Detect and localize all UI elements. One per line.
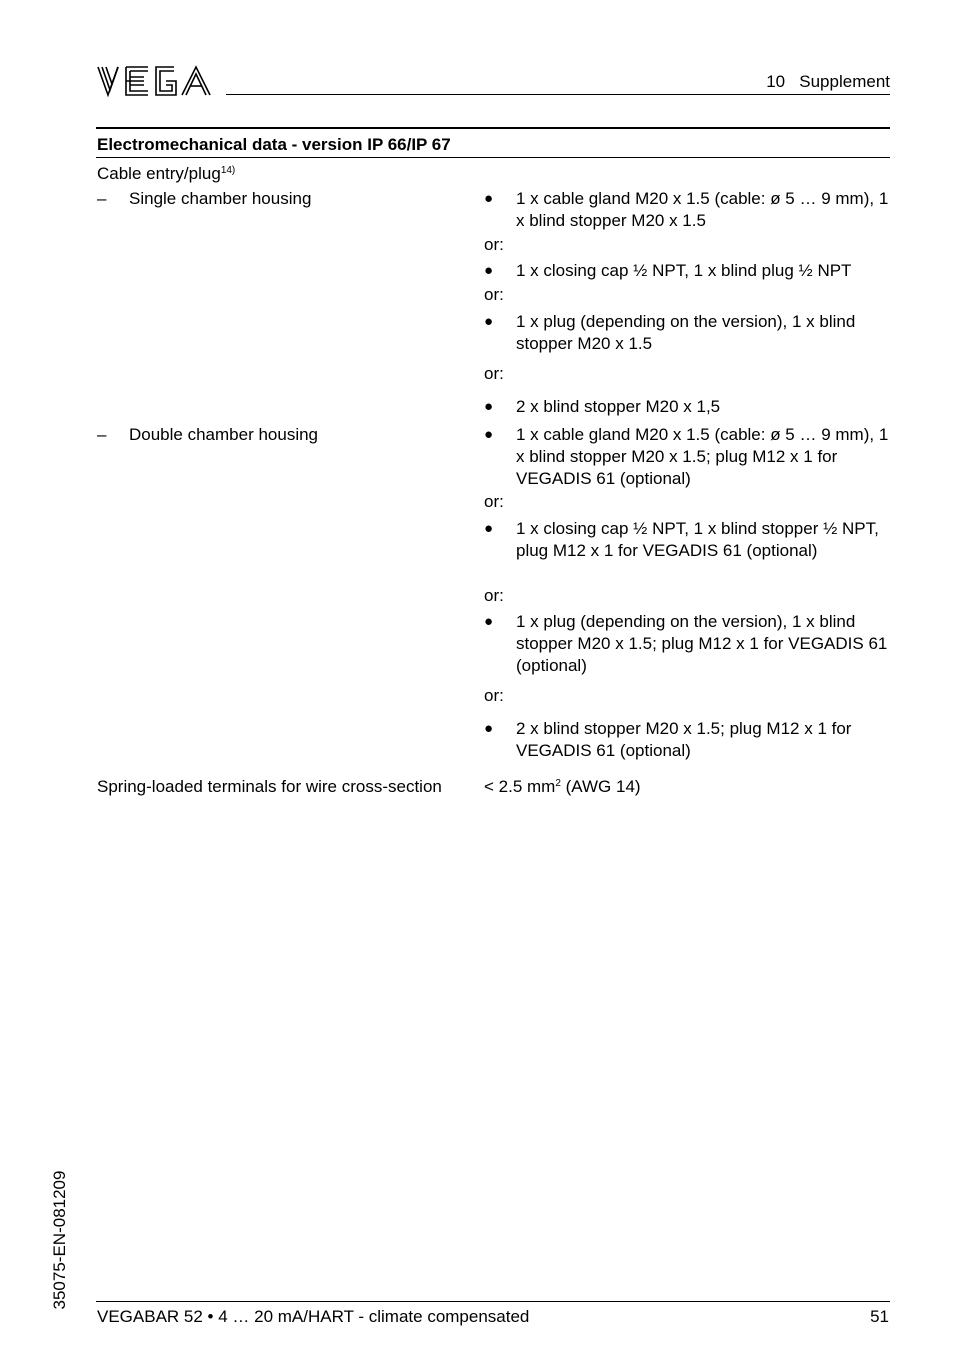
single-item-3: 1 x plug (depending on the version), 1 x blind stopper M20 x 1.5 (516, 312, 856, 353)
header-rule (226, 94, 890, 95)
bullet-icon: ● (484, 398, 494, 415)
double-item-4: 2 x blind stopper M20 x 1.5; plug M12 x 1 for VEGADIS 61 (optional) (516, 719, 852, 760)
single-item-2: 1 x closing cap ½ NPT, 1 x blind plug ½ NPT (516, 261, 852, 280)
bullet-icon: ● (484, 313, 494, 330)
dash-marker: – (97, 425, 107, 444)
bullet-icon: ● (484, 426, 494, 443)
or-separator: or: (484, 285, 504, 304)
header-section: 10 Supplement (766, 72, 890, 91)
double-item-3: 1 x plug (depending on the version), 1 x blind stopper M20 x 1.5; plug M12 x 1 for VEGADIS 61 (optional) (516, 612, 888, 675)
terminals-label: Spring-loaded terminals for wire cross-section (97, 777, 442, 796)
dash-marker: – (97, 189, 107, 208)
section-rule-top (96, 127, 890, 129)
page-number: 51 (870, 1307, 889, 1326)
double-item-2: 1 x closing cap ½ NPT, 1 x blind stopper ½ NPT, plug M12 x 1 for VEGADIS 61 (optional) (516, 519, 879, 560)
footer-rule (96, 1301, 890, 1302)
bullet-icon: ● (484, 190, 494, 207)
bullet-icon: ● (484, 720, 494, 737)
section-rule-bottom (96, 157, 890, 158)
terminals-value: < 2.5 $mm^2$ (AWG 14) (484, 777, 641, 796)
footnote-ref: 14) (220, 165, 236, 176)
single-chamber-label: Single chamber housing (129, 189, 312, 208)
section-title: Electromechanical data - version IP 66/IP 67 (97, 135, 451, 154)
or-separator: or: (484, 686, 504, 705)
document-code: 35075-EN-081209 (50, 1170, 69, 1310)
or-separator: or: (484, 586, 504, 605)
single-item-4: 2 x blind stopper M20 x 1,5 (516, 397, 721, 416)
bullet-icon: ● (484, 613, 494, 630)
cable-entry-label: Cable entry/plug$^{14)}$ (97, 164, 236, 183)
footer-title: VEGABAR 52 • 4 … 20 mA/HART - climate compensated (97, 1307, 530, 1326)
double-chamber-label: Double chamber housing (129, 425, 319, 444)
or-separator: or: (484, 235, 504, 254)
single-item-1: 1 x cable gland M20 x 1.5 (cable: ø 5 … 9 mm), 1 x blind stopper M20 x 1.5 (516, 189, 889, 230)
vega-logo (96, 64, 214, 98)
bullet-icon: ● (484, 520, 494, 537)
or-separator: or: (484, 492, 504, 511)
bullet-icon: ● (484, 262, 494, 279)
double-item-1: 1 x cable gland M20 x 1.5 (cable: ø 5 … 9 mm), 1 x blind stopper M20 x 1.5; plug M12 x 1 for VEGADIS 61 (optional) (516, 425, 889, 488)
or-separator: or: (484, 364, 504, 383)
